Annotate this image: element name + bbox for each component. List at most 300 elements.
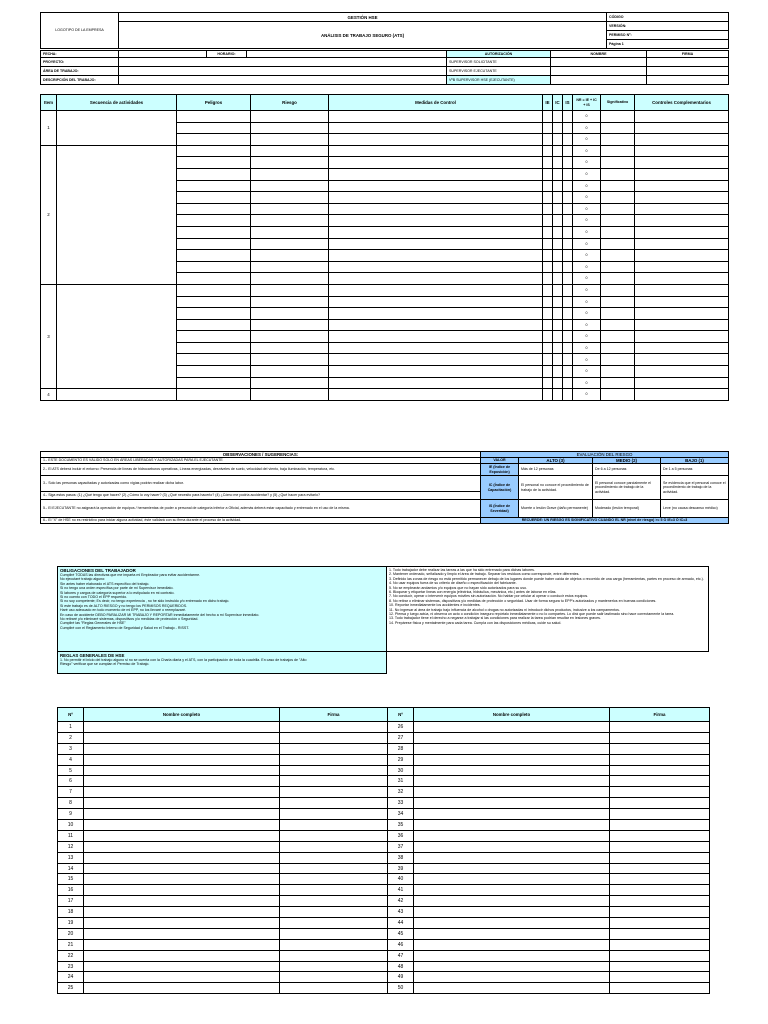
peligro-cell[interactable] xyxy=(177,215,251,227)
nombre-field[interactable] xyxy=(414,972,610,983)
is-cell[interactable] xyxy=(563,377,573,389)
firma-field[interactable] xyxy=(610,754,710,765)
controles-cell[interactable] xyxy=(635,354,729,366)
firma-field[interactable] xyxy=(280,885,388,896)
significativo-cell[interactable] xyxy=(601,342,635,354)
significativo-cell[interactable] xyxy=(601,203,635,215)
significativo-cell[interactable] xyxy=(601,111,635,123)
nombre-field[interactable] xyxy=(84,961,280,972)
riesgo-cell[interactable] xyxy=(251,342,329,354)
significativo-cell[interactable] xyxy=(601,250,635,262)
controles-cell[interactable] xyxy=(635,203,729,215)
controles-cell[interactable] xyxy=(635,250,729,262)
ie-cell[interactable] xyxy=(543,157,553,169)
nombre-field[interactable] xyxy=(84,950,280,961)
is-cell[interactable] xyxy=(563,389,573,401)
peligro-cell[interactable] xyxy=(177,250,251,262)
sup-ejecutante-sign[interactable] xyxy=(647,67,729,76)
firma-field[interactable] xyxy=(610,972,710,983)
firma-field[interactable] xyxy=(610,776,710,787)
is-cell[interactable] xyxy=(563,215,573,227)
nombre-field[interactable] xyxy=(414,722,610,733)
significativo-cell[interactable] xyxy=(601,389,635,401)
significativo-cell[interactable] xyxy=(601,168,635,180)
secuencia-cell[interactable] xyxy=(57,145,177,284)
peligro-cell[interactable] xyxy=(177,308,251,320)
nombre-field[interactable] xyxy=(84,874,280,885)
nombre-field[interactable] xyxy=(84,885,280,896)
ic-cell[interactable] xyxy=(553,215,563,227)
firma-field[interactable] xyxy=(280,939,388,950)
nombre-field[interactable] xyxy=(414,743,610,754)
medida-cell[interactable] xyxy=(329,319,543,331)
firma-field[interactable] xyxy=(610,863,710,874)
ie-cell[interactable] xyxy=(543,111,553,123)
significativo-cell[interactable] xyxy=(601,366,635,378)
ie-cell[interactable] xyxy=(543,215,553,227)
ie-cell[interactable] xyxy=(543,226,553,238)
riesgo-cell[interactable] xyxy=(251,168,329,180)
controles-cell[interactable] xyxy=(635,377,729,389)
ic-cell[interactable] xyxy=(553,238,563,250)
riesgo-cell[interactable] xyxy=(251,145,329,157)
is-cell[interactable] xyxy=(563,134,573,146)
peligro-cell[interactable] xyxy=(177,226,251,238)
controles-cell[interactable] xyxy=(635,331,729,343)
peligro-cell[interactable] xyxy=(177,389,251,401)
secuencia-cell[interactable] xyxy=(57,389,177,401)
peligro-cell[interactable] xyxy=(177,145,251,157)
peligro-cell[interactable] xyxy=(177,192,251,204)
significativo-cell[interactable] xyxy=(601,122,635,134)
is-cell[interactable] xyxy=(563,226,573,238)
secuencia-cell[interactable] xyxy=(57,284,177,388)
nombre-field[interactable] xyxy=(84,765,280,776)
peligro-cell[interactable] xyxy=(177,319,251,331)
medida-cell[interactable] xyxy=(329,192,543,204)
ic-cell[interactable] xyxy=(553,261,563,273)
nombre-field[interactable] xyxy=(414,863,610,874)
nombre-field[interactable] xyxy=(84,820,280,831)
ic-cell[interactable] xyxy=(553,250,563,262)
medida-cell[interactable] xyxy=(329,145,543,157)
nombre-field[interactable] xyxy=(84,830,280,841)
is-cell[interactable] xyxy=(563,192,573,204)
firma-field[interactable] xyxy=(280,928,388,939)
nombre-field[interactable] xyxy=(84,722,280,733)
nombre-field[interactable] xyxy=(414,950,610,961)
nombre-field[interactable] xyxy=(414,885,610,896)
nombre-field[interactable] xyxy=(414,798,610,809)
fecha-field[interactable] xyxy=(119,51,207,58)
firma-field[interactable] xyxy=(610,907,710,918)
firma-field[interactable] xyxy=(610,885,710,896)
firma-field[interactable] xyxy=(610,787,710,798)
riesgo-cell[interactable] xyxy=(251,122,329,134)
riesgo-cell[interactable] xyxy=(251,273,329,285)
riesgo-cell[interactable] xyxy=(251,308,329,320)
nombre-field[interactable] xyxy=(414,907,610,918)
firma-field[interactable] xyxy=(280,754,388,765)
horario-field[interactable] xyxy=(247,51,447,58)
is-cell[interactable] xyxy=(563,145,573,157)
ie-cell[interactable] xyxy=(543,296,553,308)
firma-field[interactable] xyxy=(610,743,710,754)
peligro-cell[interactable] xyxy=(177,342,251,354)
nombre-field[interactable] xyxy=(414,732,610,743)
nombre-field[interactable] xyxy=(414,754,610,765)
nombre-field[interactable] xyxy=(414,820,610,831)
controles-cell[interactable] xyxy=(635,111,729,123)
nombre-field[interactable] xyxy=(84,972,280,983)
ic-cell[interactable] xyxy=(553,366,563,378)
medida-cell[interactable] xyxy=(329,157,543,169)
is-cell[interactable] xyxy=(563,319,573,331)
nombre-field[interactable] xyxy=(84,896,280,907)
nombre-field[interactable] xyxy=(84,852,280,863)
significativo-cell[interactable] xyxy=(601,134,635,146)
nombre-field[interactable] xyxy=(414,939,610,950)
nombre-field[interactable] xyxy=(414,809,610,820)
significativo-cell[interactable] xyxy=(601,215,635,227)
ie-cell[interactable] xyxy=(543,180,553,192)
riesgo-cell[interactable] xyxy=(251,296,329,308)
firma-field[interactable] xyxy=(610,809,710,820)
is-cell[interactable] xyxy=(563,122,573,134)
firma-field[interactable] xyxy=(280,918,388,929)
nombre-field[interactable] xyxy=(414,983,610,994)
firma-field[interactable] xyxy=(610,765,710,776)
ic-cell[interactable] xyxy=(553,354,563,366)
nombre-field[interactable] xyxy=(414,776,610,787)
controles-cell[interactable] xyxy=(635,319,729,331)
ie-cell[interactable] xyxy=(543,342,553,354)
is-cell[interactable] xyxy=(563,308,573,320)
medida-cell[interactable] xyxy=(329,111,543,123)
ic-cell[interactable] xyxy=(553,145,563,157)
secuencia-cell[interactable] xyxy=(57,111,177,146)
firma-field[interactable] xyxy=(280,961,388,972)
ic-cell[interactable] xyxy=(553,203,563,215)
nombre-field[interactable] xyxy=(414,841,610,852)
is-cell[interactable] xyxy=(563,261,573,273)
firma-field[interactable] xyxy=(280,743,388,754)
firma-field[interactable] xyxy=(610,896,710,907)
controles-cell[interactable] xyxy=(635,122,729,134)
firma-field[interactable] xyxy=(610,722,710,733)
controles-cell[interactable] xyxy=(635,145,729,157)
ie-cell[interactable] xyxy=(543,331,553,343)
peligro-cell[interactable] xyxy=(177,180,251,192)
is-cell[interactable] xyxy=(563,354,573,366)
firma-field[interactable] xyxy=(280,830,388,841)
nombre-field[interactable] xyxy=(414,830,610,841)
nombre-field[interactable] xyxy=(84,907,280,918)
peligro-cell[interactable] xyxy=(177,203,251,215)
ie-cell[interactable] xyxy=(543,366,553,378)
riesgo-cell[interactable] xyxy=(251,319,329,331)
significativo-cell[interactable] xyxy=(601,180,635,192)
controles-cell[interactable] xyxy=(635,134,729,146)
ie-cell[interactable] xyxy=(543,354,553,366)
riesgo-cell[interactable] xyxy=(251,192,329,204)
nombre-field[interactable] xyxy=(84,754,280,765)
sup-hse-sign[interactable] xyxy=(647,76,729,85)
nombre-field[interactable] xyxy=(84,809,280,820)
medida-cell[interactable] xyxy=(329,342,543,354)
ic-cell[interactable] xyxy=(553,331,563,343)
firma-field[interactable] xyxy=(610,874,710,885)
ic-cell[interactable] xyxy=(553,377,563,389)
riesgo-cell[interactable] xyxy=(251,134,329,146)
significativo-cell[interactable] xyxy=(601,145,635,157)
ie-cell[interactable] xyxy=(543,308,553,320)
ic-cell[interactable] xyxy=(553,168,563,180)
significativo-cell[interactable] xyxy=(601,238,635,250)
firma-field[interactable] xyxy=(610,928,710,939)
firma-field[interactable] xyxy=(280,950,388,961)
nombre-field[interactable] xyxy=(414,765,610,776)
is-cell[interactable] xyxy=(563,157,573,169)
peligro-cell[interactable] xyxy=(177,366,251,378)
firma-field[interactable] xyxy=(280,722,388,733)
is-cell[interactable] xyxy=(563,250,573,262)
ic-cell[interactable] xyxy=(553,284,563,296)
controles-cell[interactable] xyxy=(635,157,729,169)
is-cell[interactable] xyxy=(563,284,573,296)
controles-cell[interactable] xyxy=(635,238,729,250)
medida-cell[interactable] xyxy=(329,180,543,192)
ic-cell[interactable] xyxy=(553,319,563,331)
area-field[interactable] xyxy=(119,67,447,76)
riesgo-cell[interactable] xyxy=(251,180,329,192)
medida-cell[interactable] xyxy=(329,366,543,378)
peligro-cell[interactable] xyxy=(177,157,251,169)
riesgo-cell[interactable] xyxy=(251,377,329,389)
medida-cell[interactable] xyxy=(329,308,543,320)
firma-field[interactable] xyxy=(280,787,388,798)
medida-cell[interactable] xyxy=(329,331,543,343)
peligro-cell[interactable] xyxy=(177,284,251,296)
nombre-field[interactable] xyxy=(84,928,280,939)
peligro-cell[interactable] xyxy=(177,377,251,389)
significativo-cell[interactable] xyxy=(601,331,635,343)
medida-cell[interactable] xyxy=(329,273,543,285)
medida-cell[interactable] xyxy=(329,284,543,296)
significativo-cell[interactable] xyxy=(601,226,635,238)
medida-cell[interactable] xyxy=(329,389,543,401)
firma-field[interactable] xyxy=(610,841,710,852)
firma-field[interactable] xyxy=(280,972,388,983)
firma-field[interactable] xyxy=(610,820,710,831)
firma-field[interactable] xyxy=(280,765,388,776)
medida-cell[interactable] xyxy=(329,377,543,389)
controles-cell[interactable] xyxy=(635,180,729,192)
riesgo-cell[interactable] xyxy=(251,389,329,401)
controles-cell[interactable] xyxy=(635,226,729,238)
is-cell[interactable] xyxy=(563,111,573,123)
nombre-field[interactable] xyxy=(84,732,280,743)
controles-cell[interactable] xyxy=(635,192,729,204)
ie-cell[interactable] xyxy=(543,273,553,285)
nombre-field[interactable] xyxy=(84,787,280,798)
firma-field[interactable] xyxy=(610,830,710,841)
nombre-field[interactable] xyxy=(414,918,610,929)
nombre-field[interactable] xyxy=(84,798,280,809)
significativo-cell[interactable] xyxy=(601,284,635,296)
firma-field[interactable] xyxy=(280,863,388,874)
nombre-field[interactable] xyxy=(84,983,280,994)
controles-cell[interactable] xyxy=(635,342,729,354)
riesgo-cell[interactable] xyxy=(251,226,329,238)
ic-cell[interactable] xyxy=(553,342,563,354)
ie-cell[interactable] xyxy=(543,145,553,157)
peligro-cell[interactable] xyxy=(177,273,251,285)
firma-field[interactable] xyxy=(280,776,388,787)
riesgo-cell[interactable] xyxy=(251,203,329,215)
controles-cell[interactable] xyxy=(635,261,729,273)
controles-cell[interactable] xyxy=(635,168,729,180)
significativo-cell[interactable] xyxy=(601,273,635,285)
nombre-field[interactable] xyxy=(414,874,610,885)
firma-field[interactable] xyxy=(280,820,388,831)
sup-solicitante-sign[interactable] xyxy=(647,58,729,67)
nombre-field[interactable] xyxy=(414,961,610,972)
proyecto-field[interactable] xyxy=(119,58,447,67)
ie-cell[interactable] xyxy=(543,389,553,401)
medida-cell[interactable] xyxy=(329,238,543,250)
riesgo-cell[interactable] xyxy=(251,238,329,250)
is-cell[interactable] xyxy=(563,180,573,192)
ic-cell[interactable] xyxy=(553,226,563,238)
medida-cell[interactable] xyxy=(329,296,543,308)
significativo-cell[interactable] xyxy=(601,354,635,366)
firma-field[interactable] xyxy=(610,939,710,950)
medida-cell[interactable] xyxy=(329,261,543,273)
peligro-cell[interactable] xyxy=(177,331,251,343)
ic-cell[interactable] xyxy=(553,134,563,146)
nombre-field[interactable] xyxy=(414,896,610,907)
firma-field[interactable] xyxy=(280,874,388,885)
nombre-field[interactable] xyxy=(84,841,280,852)
ic-cell[interactable] xyxy=(553,296,563,308)
controles-cell[interactable] xyxy=(635,308,729,320)
significativo-cell[interactable] xyxy=(601,192,635,204)
firma-field[interactable] xyxy=(280,983,388,994)
riesgo-cell[interactable] xyxy=(251,366,329,378)
ie-cell[interactable] xyxy=(543,203,553,215)
firma-field[interactable] xyxy=(280,896,388,907)
peligro-cell[interactable] xyxy=(177,111,251,123)
medida-cell[interactable] xyxy=(329,354,543,366)
ie-cell[interactable] xyxy=(543,377,553,389)
medida-cell[interactable] xyxy=(329,250,543,262)
ie-cell[interactable] xyxy=(543,122,553,134)
firma-field[interactable] xyxy=(280,852,388,863)
controles-cell[interactable] xyxy=(635,273,729,285)
significativo-cell[interactable] xyxy=(601,308,635,320)
ic-cell[interactable] xyxy=(553,111,563,123)
firma-field[interactable] xyxy=(610,983,710,994)
significativo-cell[interactable] xyxy=(601,296,635,308)
firma-field[interactable] xyxy=(280,841,388,852)
sup-ejecutante-name[interactable] xyxy=(551,67,647,76)
riesgo-cell[interactable] xyxy=(251,354,329,366)
riesgo-cell[interactable] xyxy=(251,261,329,273)
firma-field[interactable] xyxy=(610,732,710,743)
medida-cell[interactable] xyxy=(329,203,543,215)
is-cell[interactable] xyxy=(563,296,573,308)
peligro-cell[interactable] xyxy=(177,168,251,180)
medida-cell[interactable] xyxy=(329,168,543,180)
peligro-cell[interactable] xyxy=(177,122,251,134)
is-cell[interactable] xyxy=(563,331,573,343)
firma-field[interactable] xyxy=(280,907,388,918)
ie-cell[interactable] xyxy=(543,319,553,331)
descripcion-field[interactable] xyxy=(119,76,447,85)
ic-cell[interactable] xyxy=(553,157,563,169)
ie-cell[interactable] xyxy=(543,250,553,262)
medida-cell[interactable] xyxy=(329,226,543,238)
ie-cell[interactable] xyxy=(543,192,553,204)
ie-cell[interactable] xyxy=(543,134,553,146)
ic-cell[interactable] xyxy=(553,122,563,134)
significativo-cell[interactable] xyxy=(601,157,635,169)
ie-cell[interactable] xyxy=(543,284,553,296)
firma-field[interactable] xyxy=(610,950,710,961)
firma-field[interactable] xyxy=(610,918,710,929)
sup-solicitante-name[interactable] xyxy=(551,58,647,67)
firma-field[interactable] xyxy=(610,961,710,972)
nombre-field[interactable] xyxy=(84,776,280,787)
nombre-field[interactable] xyxy=(414,928,610,939)
is-cell[interactable] xyxy=(563,342,573,354)
controles-cell[interactable] xyxy=(635,366,729,378)
peligro-cell[interactable] xyxy=(177,134,251,146)
is-cell[interactable] xyxy=(563,168,573,180)
nombre-field[interactable] xyxy=(414,787,610,798)
riesgo-cell[interactable] xyxy=(251,284,329,296)
is-cell[interactable] xyxy=(563,273,573,285)
controles-cell[interactable] xyxy=(635,389,729,401)
ic-cell[interactable] xyxy=(553,308,563,320)
sup-hse-name[interactable] xyxy=(551,76,647,85)
significativo-cell[interactable] xyxy=(601,377,635,389)
significativo-cell[interactable] xyxy=(601,261,635,273)
peligro-cell[interactable] xyxy=(177,354,251,366)
ie-cell[interactable] xyxy=(543,261,553,273)
ie-cell[interactable] xyxy=(543,238,553,250)
ie-cell[interactable] xyxy=(543,168,553,180)
riesgo-cell[interactable] xyxy=(251,215,329,227)
controles-cell[interactable] xyxy=(635,296,729,308)
medida-cell[interactable] xyxy=(329,122,543,134)
is-cell[interactable] xyxy=(563,238,573,250)
peligro-cell[interactable] xyxy=(177,261,251,273)
peligro-cell[interactable] xyxy=(177,296,251,308)
controles-cell[interactable] xyxy=(635,215,729,227)
ic-cell[interactable] xyxy=(553,180,563,192)
ic-cell[interactable] xyxy=(553,273,563,285)
ic-cell[interactable] xyxy=(553,192,563,204)
nombre-field[interactable] xyxy=(84,863,280,874)
medida-cell[interactable] xyxy=(329,215,543,227)
firma-field[interactable] xyxy=(280,798,388,809)
riesgo-cell[interactable] xyxy=(251,111,329,123)
firma-field[interactable] xyxy=(610,852,710,863)
nombre-field[interactable] xyxy=(84,939,280,950)
is-cell[interactable] xyxy=(563,203,573,215)
